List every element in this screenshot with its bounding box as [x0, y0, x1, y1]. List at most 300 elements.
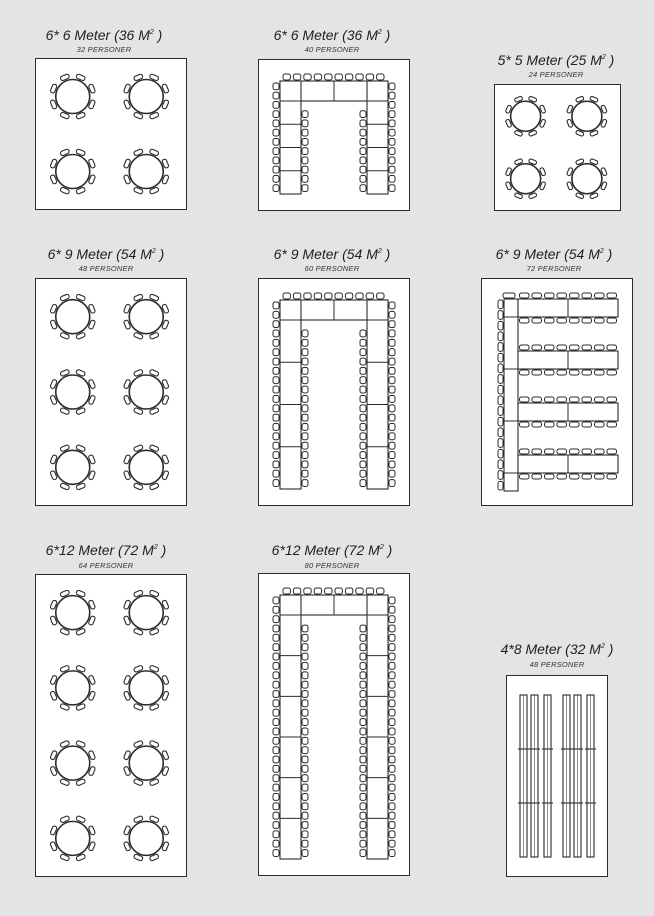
- round-table: [50, 149, 96, 195]
- chair: [582, 345, 592, 350]
- chair: [503, 293, 515, 298]
- chair: [273, 616, 279, 623]
- chair: [302, 386, 308, 393]
- chair: [273, 120, 279, 127]
- round-table: [50, 665, 96, 711]
- chair: [360, 850, 366, 857]
- chair: [273, 442, 279, 449]
- chair: [302, 157, 308, 164]
- chair: [366, 293, 373, 299]
- chair: [557, 345, 567, 350]
- side-table: [367, 595, 388, 859]
- chair: [273, 461, 279, 468]
- chair: [389, 166, 395, 173]
- side-table: [367, 81, 388, 194]
- chair: [545, 397, 555, 402]
- chair: [389, 719, 395, 726]
- chair: [360, 377, 366, 384]
- floor-plan: [258, 278, 410, 506]
- chair: [273, 302, 279, 309]
- layout-capacity: 60 PERSONER: [304, 264, 360, 273]
- chair: [302, 644, 308, 651]
- chair: [607, 370, 617, 375]
- chair: [389, 311, 395, 318]
- table-top: [56, 821, 90, 855]
- chair: [389, 747, 395, 754]
- table-top: [56, 155, 90, 189]
- chair: [302, 784, 308, 791]
- chair: [302, 691, 308, 698]
- chair: [498, 471, 503, 480]
- chair: [335, 588, 342, 594]
- chair: [360, 719, 366, 726]
- chair: [283, 588, 290, 594]
- chair: [557, 370, 567, 375]
- table-top: [56, 375, 90, 409]
- chair: [545, 370, 555, 375]
- chair: [293, 74, 300, 80]
- chair: [545, 318, 555, 323]
- chair: [557, 397, 567, 402]
- chair: [273, 784, 279, 791]
- round-table: [567, 158, 608, 199]
- chair: [302, 728, 308, 735]
- chair: [532, 345, 542, 350]
- layout-title: 6*12 Meter (72 $M^2$ ): [271, 542, 393, 558]
- chair: [273, 166, 279, 173]
- chair: [498, 407, 503, 416]
- chair: [360, 424, 366, 431]
- chair: [389, 157, 395, 164]
- chair: [545, 449, 555, 454]
- chair: [302, 129, 308, 136]
- layout-title: 4*8 Meter (32 $M^2$ ): [500, 641, 614, 657]
- chair: [389, 120, 395, 127]
- floor-plan-drawing: [482, 279, 632, 505]
- chair: [389, 663, 395, 670]
- chair: [302, 111, 308, 118]
- chair: [302, 330, 308, 337]
- chair: [302, 634, 308, 641]
- chair: [273, 653, 279, 660]
- chair: [389, 442, 395, 449]
- chair: [273, 452, 279, 459]
- table-top: [572, 101, 602, 131]
- chair: [389, 775, 395, 782]
- chair: [273, 812, 279, 819]
- chair: [302, 424, 308, 431]
- chair: [273, 311, 279, 318]
- chair: [273, 663, 279, 670]
- chair: [389, 756, 395, 763]
- chair: [273, 747, 279, 754]
- chair: [389, 691, 395, 698]
- round-table: [50, 816, 96, 862]
- chair: [302, 653, 308, 660]
- chair: [360, 386, 366, 393]
- chair: [377, 293, 384, 299]
- chair: [302, 709, 308, 716]
- table-top: [129, 450, 163, 484]
- table-top: [56, 450, 90, 484]
- chair: [325, 74, 332, 80]
- chair: [302, 452, 308, 459]
- table-top: [129, 746, 163, 780]
- chair: [360, 358, 366, 365]
- chair: [335, 74, 342, 80]
- chair: [389, 102, 395, 109]
- chair: [498, 321, 503, 330]
- chair: [273, 424, 279, 431]
- chair: [302, 663, 308, 670]
- chair: [389, 377, 395, 384]
- chair: [273, 111, 279, 118]
- chair: [356, 588, 363, 594]
- chair: [273, 339, 279, 346]
- round-table: [123, 590, 169, 636]
- chair: [366, 74, 373, 80]
- chair: [582, 397, 592, 402]
- table-top: [56, 671, 90, 705]
- table-top: [511, 101, 541, 131]
- chair: [356, 74, 363, 80]
- floor-plan-drawing: [36, 279, 186, 505]
- chair: [557, 422, 567, 427]
- chair: [360, 728, 366, 735]
- chair: [389, 367, 395, 374]
- chair: [389, 634, 395, 641]
- chair: [557, 449, 567, 454]
- chair: [302, 794, 308, 801]
- chair: [389, 480, 395, 487]
- chair: [273, 775, 279, 782]
- chair: [389, 321, 395, 328]
- layout-title: 5* 5 Meter (25 $M^2$ ): [497, 52, 615, 68]
- chair: [360, 784, 366, 791]
- chair: [314, 293, 321, 299]
- chair: [389, 339, 395, 346]
- table-top: [511, 164, 541, 194]
- chair: [520, 318, 530, 323]
- chair: [532, 370, 542, 375]
- layout-capacity: 48 PERSONER: [78, 264, 134, 273]
- table-top: [56, 300, 90, 334]
- chair: [582, 474, 592, 479]
- chair: [570, 370, 580, 375]
- chair: [360, 396, 366, 403]
- chair: [325, 293, 332, 299]
- chair: [595, 449, 605, 454]
- table-top: [129, 375, 163, 409]
- chair: [498, 449, 503, 458]
- chair: [389, 681, 395, 688]
- chair: [273, 737, 279, 744]
- chair: [273, 672, 279, 679]
- chair: [389, 83, 395, 90]
- chair: [532, 449, 542, 454]
- chair: [273, 480, 279, 487]
- chair: [273, 709, 279, 716]
- chair: [273, 92, 279, 99]
- table-top: [572, 164, 602, 194]
- chair: [389, 606, 395, 613]
- chair: [360, 644, 366, 651]
- chair: [273, 185, 279, 192]
- table-top: [129, 80, 163, 114]
- chair: [283, 293, 290, 299]
- chair: [360, 700, 366, 707]
- chair: [302, 625, 308, 632]
- chair: [389, 129, 395, 136]
- chair: [273, 433, 279, 440]
- chair: [302, 812, 308, 819]
- chair: [389, 803, 395, 810]
- chair: [570, 474, 580, 479]
- chair: [582, 449, 592, 454]
- chair: [545, 422, 555, 427]
- chair: [360, 794, 366, 801]
- chair: [498, 332, 503, 341]
- chair: [273, 606, 279, 613]
- chair: [389, 709, 395, 716]
- chair: [582, 422, 592, 427]
- round-table: [123, 369, 169, 415]
- chair: [302, 185, 308, 192]
- chair: [389, 185, 395, 192]
- chair: [498, 375, 503, 384]
- chair: [325, 588, 332, 594]
- chair: [595, 370, 605, 375]
- chair: [360, 709, 366, 716]
- chair: [545, 474, 555, 479]
- spine-table: [504, 299, 518, 491]
- chair: [389, 700, 395, 707]
- chair: [302, 349, 308, 356]
- chair: [273, 386, 279, 393]
- chair: [273, 321, 279, 328]
- chair: [273, 822, 279, 829]
- round-table: [50, 294, 96, 340]
- chair: [570, 345, 580, 350]
- layout-capacity: 64 PERSONER: [78, 561, 134, 570]
- layout-capacity: 48 PERSONER: [529, 660, 585, 669]
- chair: [273, 349, 279, 356]
- chair: [302, 747, 308, 754]
- side-table: [280, 81, 301, 194]
- floor-plan: [481, 278, 633, 506]
- table-top: [129, 821, 163, 855]
- chair: [498, 353, 503, 362]
- table-top: [129, 300, 163, 334]
- chair: [607, 449, 617, 454]
- chair: [389, 831, 395, 838]
- chair: [360, 139, 366, 146]
- chair: [273, 157, 279, 164]
- chair: [273, 644, 279, 651]
- chair: [360, 775, 366, 782]
- chair: [273, 414, 279, 421]
- layout-title: 6* 9 Meter (54 $M^2$ ): [273, 246, 391, 262]
- floor-plan: [258, 573, 410, 876]
- chair: [532, 318, 542, 323]
- chair: [389, 822, 395, 829]
- chair: [360, 129, 366, 136]
- chair: [302, 737, 308, 744]
- chair: [389, 794, 395, 801]
- chair: [273, 765, 279, 772]
- layout-title: 6* 9 Meter (54 $M^2$ ): [495, 246, 613, 262]
- side-table: [280, 595, 301, 859]
- chair: [293, 293, 300, 299]
- chair: [360, 339, 366, 346]
- chair: [360, 831, 366, 838]
- chair: [595, 345, 605, 350]
- layout-title: 6* 6 Meter (36 $M^2$ ): [273, 27, 391, 43]
- floor-plan: [258, 59, 410, 211]
- chair: [360, 120, 366, 127]
- chair: [273, 396, 279, 403]
- chair: [273, 83, 279, 90]
- layout-capacity: 40 PERSONER: [304, 45, 360, 54]
- chair: [345, 74, 352, 80]
- chair: [366, 588, 373, 594]
- chair: [273, 102, 279, 109]
- chair: [360, 470, 366, 477]
- chair: [360, 737, 366, 744]
- chair: [498, 428, 503, 437]
- layout-capacity: 24 PERSONER: [528, 70, 584, 79]
- chair: [498, 343, 503, 352]
- chair: [389, 728, 395, 735]
- chair: [532, 397, 542, 402]
- chair: [389, 672, 395, 679]
- chair: [302, 765, 308, 772]
- chair: [582, 318, 592, 323]
- chair: [273, 634, 279, 641]
- chair: [498, 311, 503, 320]
- chair: [389, 597, 395, 604]
- chair: [314, 74, 321, 80]
- chair: [498, 417, 503, 426]
- chair: [520, 397, 530, 402]
- chair: [302, 339, 308, 346]
- round-table: [50, 740, 96, 786]
- round-table: [123, 444, 169, 490]
- layout-capacity: 72 PERSONER: [526, 264, 582, 273]
- chair: [360, 452, 366, 459]
- chair: [498, 396, 503, 405]
- chair: [389, 470, 395, 477]
- chair: [389, 396, 395, 403]
- chair: [532, 422, 542, 427]
- chair: [273, 794, 279, 801]
- chair: [360, 330, 366, 337]
- chair: [520, 449, 530, 454]
- floor-plan-drawing: [36, 575, 186, 876]
- chair: [389, 139, 395, 146]
- round-table: [50, 74, 96, 120]
- chair: [360, 442, 366, 449]
- round-table: [123, 74, 169, 120]
- chair: [389, 452, 395, 459]
- chair: [607, 397, 617, 402]
- chair: [273, 691, 279, 698]
- chair: [389, 386, 395, 393]
- chair: [377, 74, 384, 80]
- chair: [545, 345, 555, 350]
- round-table: [50, 369, 96, 415]
- chair: [498, 385, 503, 394]
- chair: [607, 474, 617, 479]
- table-top: [56, 596, 90, 630]
- floor-plan-drawing: [259, 574, 409, 875]
- chair: [273, 377, 279, 384]
- chair: [302, 672, 308, 679]
- chair: [360, 765, 366, 772]
- chair: [273, 625, 279, 632]
- side-table: [280, 300, 301, 489]
- chair: [520, 370, 530, 375]
- chair: [360, 111, 366, 118]
- chair: [389, 176, 395, 183]
- chair: [302, 358, 308, 365]
- chair: [273, 756, 279, 763]
- chair: [595, 397, 605, 402]
- chair: [360, 405, 366, 412]
- chair: [389, 433, 395, 440]
- chair: [360, 367, 366, 374]
- chair: [360, 176, 366, 183]
- chair: [360, 653, 366, 660]
- chair: [302, 822, 308, 829]
- chair: [520, 345, 530, 350]
- chair: [595, 318, 605, 323]
- chair: [360, 822, 366, 829]
- chair: [595, 422, 605, 427]
- floor-plan: [35, 574, 187, 877]
- chair: [302, 719, 308, 726]
- chair: [607, 345, 617, 350]
- chair: [273, 597, 279, 604]
- chair: [360, 663, 366, 670]
- chair: [302, 377, 308, 384]
- chair: [595, 293, 605, 298]
- layout-capacity: 80 PERSONER: [304, 561, 360, 570]
- chair: [314, 588, 321, 594]
- chair: [273, 700, 279, 707]
- chair: [389, 302, 395, 309]
- chair: [273, 719, 279, 726]
- chair: [360, 672, 366, 679]
- chair: [302, 367, 308, 374]
- chair: [273, 728, 279, 735]
- floor-plan-drawing: [507, 676, 607, 876]
- chair: [302, 433, 308, 440]
- chair: [302, 166, 308, 173]
- chair: [304, 293, 311, 299]
- chair: [389, 765, 395, 772]
- chair: [273, 358, 279, 365]
- chair: [389, 424, 395, 431]
- chair: [302, 120, 308, 127]
- chair: [557, 318, 567, 323]
- chair: [389, 616, 395, 623]
- chair: [360, 691, 366, 698]
- chair: [498, 300, 503, 309]
- chair: [582, 370, 592, 375]
- chair: [498, 460, 503, 469]
- chair: [360, 840, 366, 847]
